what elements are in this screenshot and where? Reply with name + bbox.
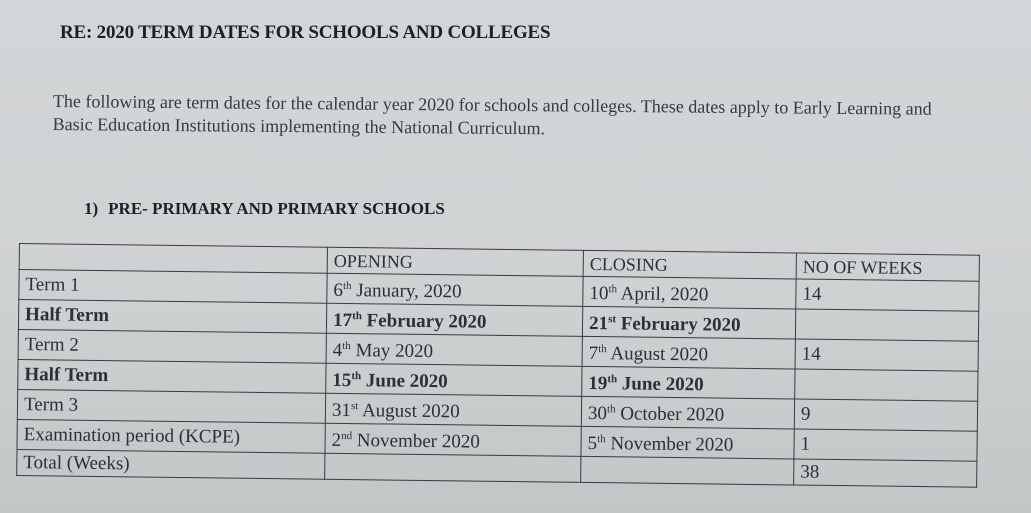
cell-period: Half Term [18,359,326,393]
closing-day: 19 [588,372,608,395]
cell-closing [581,426,794,459]
cell-closing [583,276,796,309]
cell-period: Examination period (KCPE) [17,419,325,453]
closing-day: 30 [587,402,608,425]
cell-weeks: 9 [794,399,977,431]
header-period [19,244,327,274]
cell-closing [582,366,795,399]
cell-weeks: 1 [794,429,977,461]
cell-weeks [795,369,978,401]
opening-rest: August 2020 [358,400,460,423]
cell-weeks [795,309,978,341]
opening-rest: January, 2020 [351,280,462,303]
closing-day-suffix: th [597,433,606,446]
cell-opening [326,363,582,396]
opening-day-suffix: th [352,310,362,323]
opening-rest: June 2020 [360,370,448,393]
closing-day-suffix: th [606,403,616,416]
cell-period: Half Term [18,300,326,334]
cell-opening [326,303,582,336]
cell-period: Term 2 [18,329,326,363]
cell-closing [581,456,794,485]
cell-opening [327,273,583,306]
opening-rest: February 2020 [361,310,487,333]
closing-day: 7 [588,342,599,365]
closing-rest: November 2020 [605,433,734,456]
intro-paragraph: The following are term dates for the calendar year 2020 for schools and colleges. These dates apply to Early Learning and Basic Education Institutions implementing the National Curriculum. [52,90,932,139]
closing-day: 21 [588,312,609,335]
closing-day-suffix: th [598,343,607,356]
term-dates-table [16,243,980,488]
cell-opening [325,453,581,482]
closing-day: 10 [589,282,609,305]
cell-weeks: 14 [795,339,978,371]
section-number: 1) [84,199,99,218]
opening-day: 6 [333,279,344,301]
opening-rest: May 2020 [350,340,434,363]
cell-closing [582,336,795,369]
opening-day: 31 [331,399,352,422]
cell-weeks: 14 [796,279,979,311]
cell-opening [325,393,581,426]
opening-day: 17 [332,309,353,332]
opening-day: 15 [332,369,352,392]
closing-rest: April, 2020 [616,283,709,306]
cell-weeks: 38 [794,459,977,487]
document-heading: RE: 2020 TERM DATES FOR SCHOOLS AND COLLEGES [60,22,551,43]
cell-opening [325,423,581,456]
closing-day-suffix: st [608,313,617,326]
cell-period: Term 1 [19,270,327,304]
closing-day: 5 [587,432,598,455]
opening-day-suffix: th [342,279,352,293]
cell-closing [582,306,795,339]
opening-day-suffix: th [342,339,351,353]
closing-rest: June 2020 [616,373,704,396]
section-title-text: PRE- PRIMARY AND PRIMARY SCHOOLS [108,199,445,218]
cell-opening [326,333,582,366]
closing-rest: August 2020 [606,343,709,366]
closing-day-suffix: th [608,283,618,296]
header-opening: OPENING [327,247,583,276]
opening-day-suffix: st [350,400,359,413]
opening-day: 4 [332,339,343,361]
opening-day-suffix: nd [341,429,353,443]
opening-day: 2 [331,429,342,451]
cell-closing [581,396,794,429]
section-title [84,199,445,219]
opening-rest: November 2020 [351,430,480,453]
header-weeks: NO OF WEEKS [796,253,979,281]
header-closing: CLOSING [583,250,796,279]
closing-rest: February 2020 [615,313,741,336]
cell-period: Term 3 [17,389,325,423]
opening-day-suffix: th [351,370,362,383]
closing-rest: October 2020 [615,403,725,426]
cell-period: Total (Weeks) [17,449,325,479]
closing-day-suffix: th [607,373,618,386]
